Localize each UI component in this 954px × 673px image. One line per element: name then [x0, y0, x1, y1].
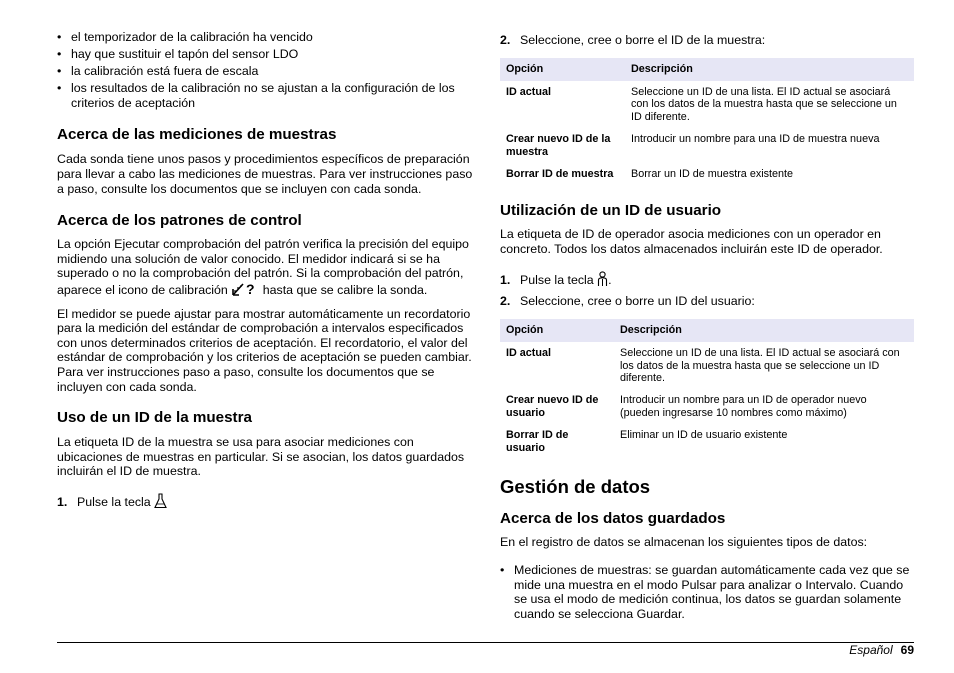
column-header-description: Descripción: [625, 58, 914, 81]
step-text: Seleccione, cree o borre un ID del usuario:: [520, 294, 755, 309]
paragraph: Cada sonda tiene unos pasos y procedimientos específicos de preparación para llevar a cabo las mediciones de muestras. Para ver instrucciones paso a paso, consulte los documentos que se incluyen con cada sonda.: [57, 152, 473, 196]
table-header-row: [500, 58, 914, 81]
column-header-option: Opción: [500, 319, 614, 342]
column-header-description: Descripción: [614, 319, 914, 342]
sample-id-options-table: [500, 58, 914, 185]
paragraph: El medidor se puede ajustar para mostrar automáticamente un recordatorio para la medición del estándar de comprobación a intervalos especificados con unos determinados criterios de aceptación. El recordatorio, el valor del estándar de comprobación y los criterios de aceptación se pueden cambiar. Para ver instrucciones paso a paso, consulte los documentos que se incluyen con cada sonda.: [57, 306, 472, 394]
description-cell: Introducir un nombre para una ID de muestra nueva: [631, 132, 880, 145]
paragraph: La etiqueta ID de la muestra se usa para asociar mediciones con ubicaciones de muestras en particular. Si se asocian, los datos guardados incluirán el ID de muestra.: [57, 435, 465, 479]
section-heading-sample-measurements: Acerca de las mediciones de muestras: [57, 126, 337, 144]
data-types-list: [500, 563, 914, 621]
table-header-row: [500, 319, 914, 342]
column-header-option: Opción: [500, 58, 625, 81]
paragraph: [57, 237, 475, 300]
user-key-icon: [597, 271, 608, 291]
paragraph: La etiqueta de ID de operador asocia mediciones con un operador en concreto. Todos los datos almacenados incluirán este ID de operador.: [500, 227, 883, 256]
right-column: [500, 30, 914, 624]
option-cell: Borrar ID de muestra: [506, 167, 614, 180]
description-cell: Seleccione un ID de una lista. El ID actual se asociará con los datos de la muestra hasta que se seleccione un ID diferente.: [631, 85, 897, 124]
table-row: [500, 81, 914, 128]
step-number: 1.: [57, 495, 68, 510]
calibration-reasons-list: [57, 30, 475, 110]
user-id-options-table: [500, 319, 914, 459]
table-row: [500, 389, 914, 424]
paragraph-text: La opción Ejecutar comprobación del patrón verifica la precisión del equipo midiendo una solución de valor conocido. El medidor indicará si se ha superado o no la comprobación del patrón. Si la comprobación del patrón, aparece el icono de calibración: [57, 237, 469, 298]
footer-language: Español: [849, 643, 893, 657]
description-cell: Seleccione un ID de una lista. El ID actual se asociará con los datos de la muestra hasta que se seleccione un ID diferente.: [620, 346, 900, 385]
page-footer: [849, 643, 914, 657]
step-text: Pulse la tecla: [77, 495, 151, 510]
option-cell: ID actual: [506, 85, 552, 98]
list-item: • hay que sustituir el tapón del sensor LDO: [57, 47, 475, 62]
step-number: 2.: [500, 294, 511, 309]
list-item: • los resultados de la calibración no se ajustan a la configuración de los criterios de aceptación: [57, 81, 475, 110]
paragraph: En el registro de datos se almacenan los siguientes tipos de datos:: [500, 535, 868, 550]
user-step-1: 1. Pulse la tecla .: [500, 271, 914, 291]
table-row: [500, 342, 914, 389]
sample-flask-key-icon: [154, 493, 167, 513]
left-column: [57, 30, 475, 513]
user-step-2: [500, 294, 914, 309]
option-cell: Crear nuevo ID de la muestra: [506, 132, 611, 158]
option-cell: ID actual: [506, 346, 552, 359]
list-item: • la calibración está fuera de escala: [57, 64, 475, 79]
description-cell: Eliminar un ID de usuario existente: [620, 428, 788, 441]
table-row: [500, 128, 914, 163]
step-number: 2.: [500, 33, 511, 47]
list-item: • Mediciones de muestras: se guardan automáticamente cada vez que se mide una muestra en el modo Pulsar para analizar o Intervalo. Cuando se usa el modo de medición continua, los datos se guardan solamente cuando se selecciona Guardar.: [500, 563, 914, 621]
section-heading-sample-id: Uso de un ID de la muestra: [57, 409, 252, 427]
section-heading-saved-data: Acerca de los datos guardados: [500, 510, 726, 528]
page-number: 69: [900, 643, 914, 657]
section-heading-control-standards: Acerca de los patrones de control: [57, 212, 302, 230]
step-text: Pulse la tecla: [520, 272, 594, 287]
step-text: Seleccione, cree o borre el ID de la muestra:: [520, 33, 766, 47]
option-cell: Borrar ID de usuario: [506, 428, 569, 454]
chapter-heading-data-management: Gestión de datos: [500, 476, 651, 498]
option-cell: Crear nuevo ID de usuario: [506, 394, 599, 419]
step-1: [57, 493, 475, 513]
paragraph-text: hasta que se calibre la sonda.: [262, 283, 428, 298]
description-cell: Borrar un ID de muestra existente: [631, 167, 794, 180]
sample-step-2: [500, 33, 914, 48]
calibration-icon: [231, 281, 259, 301]
footer-rule: [57, 642, 914, 643]
step-number: 1.: [500, 272, 511, 287]
table-row: [500, 163, 914, 185]
list-item: • el temporizador de la calibración ha vencido: [57, 30, 475, 45]
description-cell: Introducir un nombre para un ID de operador nuevo (pueden ingresarse 10 nombres como máximo): [620, 394, 867, 419]
svg-text:?: ?: [246, 281, 255, 298]
table-row: [500, 424, 914, 459]
section-heading-user-id: Utilización de un ID de usuario: [500, 202, 722, 220]
